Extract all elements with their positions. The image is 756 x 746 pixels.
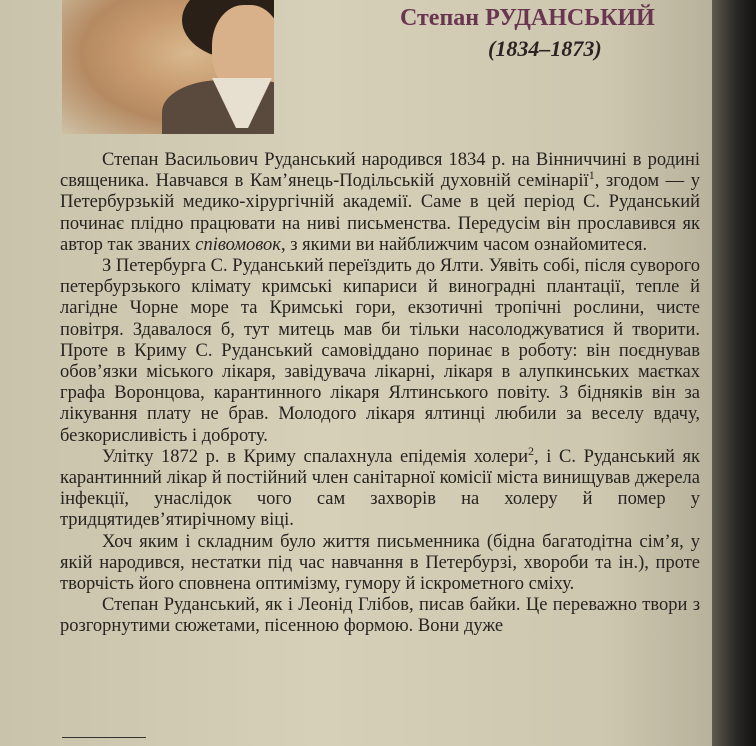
footnote-mark-2[interactable]: 2 — [528, 443, 535, 458]
paragraph-1 — [60, 150, 700, 256]
footnote-divider — [62, 737, 146, 738]
footnote-mark-1[interactable]: 1 — [588, 168, 595, 183]
paragraph-1-part-a: Степан Васильович Руданський народився 1834 р. на Вінниччині в родині священика. Навчався в Кам’янець-Подільській духовній семінарії — [60, 150, 700, 192]
paragraph-3 — [60, 443, 701, 532]
paragraph-4: Хоч яким і складним було життя письменника (бідна багатодітна сім’я, у якій народився, нестатки під час навчання в Петербурзі, хвороби та ін.), проте творчість його сповнена оптимізму, гумору й іскрометного сміху. — [60, 531, 700, 595]
paragraph-1-part-b: , згодом — у Петербурзькій медико-хірургічній академії. Саме в цей період С. Руданський починає плідно працювати на ниві письменства. Передусім він прославився як автор так званих — [60, 171, 700, 255]
author-surname: РУДАНСЬКИЙ — [485, 5, 655, 31]
paragraph-3-part-a: Улітку 1872 р. в Криму спалахнула епідемія холери — [102, 446, 529, 467]
author-first-name: Степан — [400, 5, 480, 31]
paragraph-5: Степан Руданський, як і Леонід Глібов, писав байки. Це переважно твори з розгорнутими сюжетами, пісенною формою. Вони дуже — [60, 595, 700, 637]
term-spivomovky: співомовок — [195, 234, 281, 255]
author-years: (1834–1873) — [488, 36, 602, 61]
author-portrait — [62, 0, 274, 134]
biography-text — [60, 150, 700, 638]
book-page-edge — [712, 0, 756, 746]
paragraph-3-part-b: , і С. Руданський як карантинний лікар й постійний член санітарної комісії міста винищував джерела інфекції, унаслідок чого сам захворів на холеру й помер у тридцятидев’ятирічному віці. — [60, 446, 701, 531]
author-name — [400, 5, 700, 32]
paragraph-2: З Петербурга С. Руданський переїздить до Ялти. Уявіть собі, після суворого петербурзького клімату кримські кипариси й виноградні плантації, тепле й лагідне Чорне море та Кримські гори, екзотичні тропічні рослини, чисте повітря. Здавалося б, тут митець мав би тільки насолоджуватися й творити. Проте в Криму С. Руданський самовіддано поринає в роботу: він поєднував обов’язки міського лікаря, завідувача лікарні, лікаря в алупкинських маєтках графа Воронцова, карантинного лікаря Ялтинського повіту. З бідняків він за лікування плату не брав. Молодого лікаря ялтинці любили за веселу вдачу, безкорисливість і доброту. — [60, 256, 700, 446]
paragraph-1-part-c: , з якими ви найближчим часом ознайомитеся. — [280, 234, 648, 255]
